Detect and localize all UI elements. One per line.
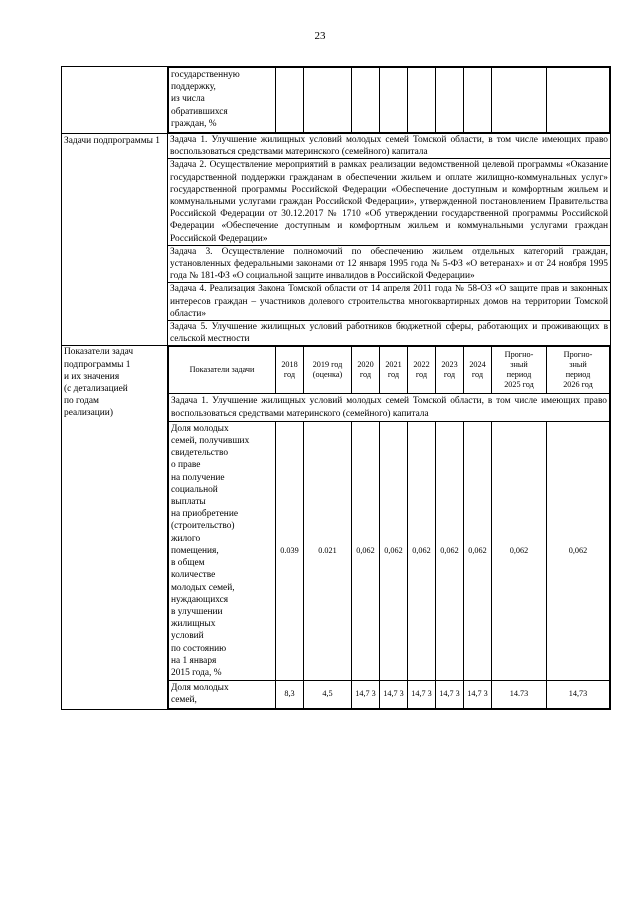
indicator-1-value-2022: 0,062 (408, 421, 436, 680)
indicator-1-value-2020: 0,062 (352, 421, 380, 680)
indicator-2-value-2026: 14,73 (547, 681, 610, 708)
text-line: год (415, 370, 428, 380)
text-line: жилого (171, 533, 201, 544)
text-line: на получение (171, 472, 225, 483)
text-line: 2021 (385, 360, 402, 370)
text-line: по годам (64, 396, 99, 407)
text-line: реализации) (64, 408, 113, 419)
continuation-indicator-name (169, 68, 276, 133)
text-line: и их значения (64, 371, 120, 382)
indicator-1-value-2024: 0,062 (464, 421, 492, 680)
text-line: помещения, (171, 545, 219, 556)
task-row-1 (62, 134, 611, 159)
text-line: в общем (171, 558, 205, 569)
indicator-1-value-2026: 0,062 (547, 421, 610, 680)
text-line: количестве (171, 570, 216, 581)
indicator-1-value-2019: 0.021 (304, 421, 352, 680)
page-number: 23 (314, 30, 326, 42)
text-line: 2023 (441, 360, 458, 370)
empty-cell (464, 68, 492, 133)
text-line: поддержку, (171, 82, 216, 93)
text-line: Показатели задач (64, 347, 134, 358)
header-2019 (304, 347, 352, 394)
indicator-row-2 (169, 681, 610, 708)
text-line: семей, получивших (171, 436, 250, 447)
indicator-row-1 (169, 421, 610, 680)
indicators-header-row (169, 347, 610, 394)
text-line: граждан, % (171, 118, 217, 129)
continuation-row (62, 67, 611, 134)
header-2021 (380, 347, 408, 394)
text-line: Доля молодых (171, 683, 229, 694)
text-line: семей, (171, 695, 197, 706)
indicators-table (168, 346, 610, 708)
text-line: 2020 (357, 360, 374, 370)
text-line: 2015 года, % (171, 667, 222, 678)
text-line: зный (510, 360, 528, 370)
text-line: 2018 (281, 360, 298, 370)
task-3-text: Задача 3. Осуществление полномочий по обеспечению жильем отдельных категорий граждан, установленных федеральными законами от 12 января 1995 года № 5-ФЗ «О ветеранах» и от 24 ноября 1995 года № 181-ФЗ «О социальной защите инвалидов в Российской Федерации» (168, 245, 611, 283)
indicator-1-value-2018: 0.039 (276, 421, 304, 680)
header-2020 (352, 347, 380, 394)
text-line: обратившихся (171, 106, 228, 117)
text-line: 2026 год (563, 380, 593, 390)
tasks-label: Задачи подпрограммы 1 (62, 134, 168, 346)
empty-cell (408, 68, 436, 133)
empty-cell (276, 68, 304, 133)
indicator-2-value-2019: 4,5 (304, 681, 352, 708)
empty-cell (304, 68, 352, 133)
text-line: государственную (171, 70, 240, 80)
indicator-1-value-2021: 0,062 (380, 421, 408, 680)
text-line: выплаты (171, 497, 206, 508)
text-line: в улучшении (171, 606, 223, 617)
empty-cell (352, 68, 380, 133)
text-line: на приобретение (171, 509, 239, 520)
text-line: год (359, 370, 372, 380)
text-line: на 1 января (171, 655, 217, 666)
indicators-table-cell (168, 346, 611, 709)
indicator-2-value-2023: 14,7 3 (436, 681, 464, 708)
task-2-text: Задача 2. Осуществление мероприятий в рамках реализации ведомственной целевой программы «Оказание государственной поддержки гражданам в обеспечении жильем и оплате жилищно-коммунальных услуг» государственной программы Российской Федерации «Обеспечение доступным и комфортным жильем и коммунальными услугами граждан Российской Федерации», утвержденной постановлением Правительства Российской Федерации от 30.12.2017 № 1710 «Об утверждении государственной программы Российской Федерации «Обеспечение доступным и комфортным жильем и коммунальными услугами граждан Российской Федерации» (168, 159, 611, 245)
text-line: 2025 год (504, 380, 534, 390)
text-line: 2019 год (312, 360, 343, 370)
text-line: год (283, 370, 296, 380)
text-line: о праве (171, 460, 201, 471)
header-indicator-name: Показатели задачи (169, 347, 276, 394)
text-line: нуждающихся (171, 594, 229, 605)
task-4-text: Задача 4. Реализация Закона Томской области от 14 апреля 2011 года № 58-ОЗ «О защите прав и законных интересов граждан – участников долевого строительства многоквартирных домов на территории Томской области» (168, 283, 611, 321)
indicator-1-value-2023: 0,062 (436, 421, 464, 680)
indicators-label (62, 346, 168, 709)
text-line: (строительство) (171, 521, 235, 532)
text-line: Прогно- (563, 350, 593, 360)
text-line: 2024 (469, 360, 486, 370)
indicator-2-value-2021: 14,7 3 (380, 681, 408, 708)
empty-cell (492, 68, 547, 133)
indicator-2-name (169, 681, 276, 708)
continuation-label-cell (62, 67, 168, 134)
text-line: условий (171, 631, 204, 642)
indicator-2-value-2022: 14,7 3 (408, 681, 436, 708)
text-line: период (565, 370, 591, 380)
text-line: по состоянию (171, 643, 227, 654)
text-line: социальной (171, 484, 218, 495)
indicator-2-value-2024: 14,7 3 (464, 681, 492, 708)
header-2023 (436, 347, 464, 394)
text-line: год (443, 370, 456, 380)
text-line: подпрограммы 1 (64, 359, 131, 370)
text-line: год (471, 370, 484, 380)
empty-cell (436, 68, 464, 133)
indicators-task-row (169, 394, 610, 421)
text-line: год (387, 370, 400, 380)
header-2018 (276, 347, 304, 394)
subprogram-table (61, 66, 611, 710)
indicator-1-value-2025: 0,062 (492, 421, 547, 680)
indicator-2-value-2020: 14,7 3 (352, 681, 380, 708)
task-5-text: Задача 5. Улучшение жилищных условий работников бюджетной сферы, работающих и проживающих в сельской местности (168, 321, 611, 346)
header-forecast-2025 (492, 347, 547, 394)
text-line: Прогно- (504, 350, 534, 360)
text-line: из числа (171, 94, 205, 105)
empty-cell (380, 68, 408, 133)
indicator-2-value-2025: 14.73 (492, 681, 547, 708)
indicator-1-name (169, 421, 276, 680)
continuation-values-cell (168, 67, 611, 134)
header-2024 (464, 347, 492, 394)
empty-cell (547, 68, 610, 133)
text-line: (с детализацией (64, 384, 128, 395)
text-line: период (506, 370, 532, 380)
text-line: 2022 (413, 360, 430, 370)
indicators-row (62, 346, 611, 709)
text-line: (оценка) (312, 370, 343, 380)
text-line: зный (569, 360, 587, 370)
indicators-task-1-text: Задача 1. Улучшение жилищных условий молодых семей Томской области, в том числе имеющих право воспользоваться средствами материнского (семейного) капитала (169, 394, 610, 421)
text-line: жилищных (171, 619, 216, 630)
task-1-text: Задача 1. Улучшение жилищных условий молодых семей Томской области, в том числе имеющих право воспользоваться средствами материнского (семейного) капитала (168, 134, 611, 159)
text-line: молодых семей, (171, 582, 235, 593)
text-line: свидетельство (171, 448, 229, 459)
indicator-2-value-2018: 8,3 (276, 681, 304, 708)
header-2022 (408, 347, 436, 394)
text-line: Доля молодых (171, 423, 229, 434)
header-forecast-2026 (547, 347, 610, 394)
